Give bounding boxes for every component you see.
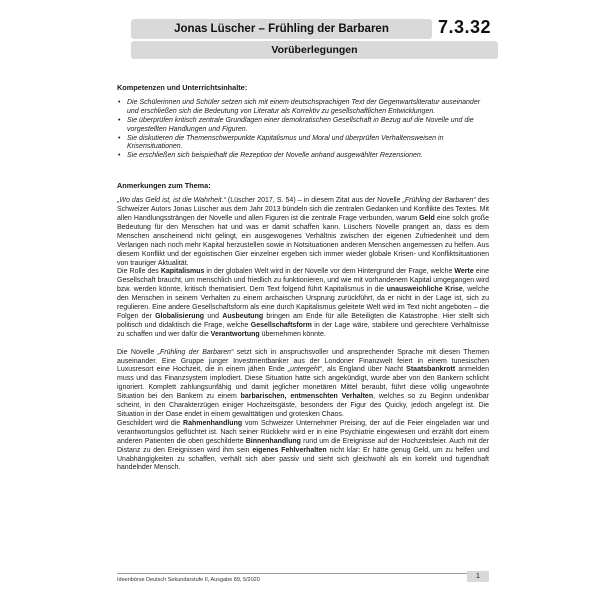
keyword: Gesellschaftsform [250, 321, 312, 329]
quote: „Wo das Geld ist, ist die Wahrheit.“ [117, 197, 226, 205]
keyword: Ausbeutung [222, 312, 264, 320]
text: setzt sich in anspruchsvoller und ansprechender Sprache mit diesen Themen auseinander. Eine Gruppe junger Investmentbanker aus der Londoner Finanzwelt feiert in einem tunesischen Luxusresort eine Hochzeit, die in einem jähen Ende [117, 348, 489, 374]
text: bringen am Ende für alle Beteiligten die Katastrophe. Hier stellt sich politisch und didaktisch die Frage, welche [117, 312, 489, 329]
emphasis: „untergeht“ [287, 366, 323, 374]
keyword: eigenes Fehlverhalten [252, 446, 327, 454]
competence-item: • Sie überprüfen kritisch zentrale Grundlagen einer demokratischen Gesellschaft in Bezug auf die Novelle und die vorgestellten Handlungen und Figuren. [127, 117, 489, 135]
text: , welches so zu Beginn undenkbar scheint, in den Charakterzügen einiger Hochzeitsgäste, besonders der Figur des Quicky, jedoch angelegt ist. Die Situation in der Oase endet in einem gewalttätigen und grotesken Chaos. [117, 393, 490, 418]
page-footer [117, 573, 489, 586]
text: eine solch große Bedeutung für den Menschen hat und was er damit schaffen kann. Lüschers Novelle prangert an, dass es dem Menschen anscheinend nicht gelingt, ein ausgewogenes Verhältnis zwischen der eigenen Zufriedenheit und dem Verlangen nach noch mehr Kapital herzustellen sowie in Notsituationen anderen Menschen angemessen zu helfen. Aus diesem Konflikt und der egoistischen Gier einzelner ergeben sich immer wieder globale Krisen- und Konfliktsituationen von trauriger Aktualität. [117, 214, 489, 267]
text: Geschildert wird die [117, 419, 184, 427]
section-title: Vorüberlegungen [131, 41, 498, 59]
text: Die Novelle [117, 348, 158, 356]
page-number: 1 [467, 571, 489, 582]
text: anmelden muss und das Finanzsystem implodiert. Diese Situation hatte sich angekündigt, wurde aber von den Bankern schlicht ignoriert. Komplett zahlungsunfähig und damit jeglicher monetären Mittel beraubt, führt diese völlig ungewohnte Situation bei den Bankern zu einem [117, 366, 489, 401]
remarks-heading: Anmerkungen zum Thema: [117, 181, 211, 191]
keyword: Geld [419, 214, 435, 222]
competence-item: • Die Schülerinnen und Schüler setzen sich mit einem deutschsprachigen Text der Gegenwartsliteratur auseinander und erschließen sich die Bedeutung von Literatur als Korrektiv zu gesellschaftlichen Entwicklungen. [127, 99, 489, 117]
text: rund um die Ereignisse auf der Hochzeitsfeier. Auch mit der Distanz zu den Ereignissen wird ihm sein [117, 437, 489, 454]
text: nicht klar: Er hätte genug Geld, um zu helfen und Unabhängigkeiten zu schaffen, verhält sich aber passiv und sieht sich gleichwohl als ein korrekt und tugendhaft handelnder Mensch. [117, 446, 490, 472]
keyword: Globalisierung [155, 312, 205, 320]
text: des Schweizer Autors Jonas Lüscher aus dem Jahr 2013 bündeln sich die zentralen Gedanken und Konflikte des Textes. Mit allen Handlungssträngen der Novelle und allen Figuren ist die zentrale Frage verbunden, warum [117, 197, 489, 222]
competences-list [117, 99, 489, 161]
keyword: unausweichliche Krise [386, 286, 463, 294]
keyword: Werte [454, 268, 474, 276]
competence-item: • Sie diskutieren die Themenschwerpunkte Kapitalismus und Moral und überprüfen Verhaltensweisen in Krisensituationen. [127, 135, 489, 153]
text: vom Schweizer Unternehmer Preising, der auf die Feier eingeladen war und verantwortungslos geflüchtet ist. Nach seiner Rückkehr wird er in eine Psychiatrie eingewiesen und erzählt dort einem anderen Patienten die oben geschilderte [117, 419, 489, 445]
document-code: 7.3.32 [438, 17, 492, 37]
title-reference: „Frühling der Barbaren“ [402, 197, 476, 205]
text: , als England über Nacht [322, 366, 407, 374]
keyword: Kapitalismus [160, 268, 205, 276]
keyword: Staatsbankrott [406, 366, 456, 374]
text: , welche den Menschen in seinem Verhalten zu einem archaischen Ursprung zurückführt, da er nicht in der Lage ist, sich zu regulieren. Eine andere Gesellschaftsform als eine durch Kapitalismus geleitete Welt wird im Text nicht angeboten – die Folgen der [117, 286, 489, 320]
footer-text: Ideenbörse Deutsch Sekundarstufe II, Ausgabe 89, 5/2020 [117, 577, 260, 583]
text: übernehmen könnte. [259, 330, 326, 338]
paragraph-1 [117, 197, 489, 268]
paragraph-4 [117, 420, 489, 473]
text: eine Gesellschaft braucht, um menschlich und friedlich zu funktionieren, und wie mit vorhandenem Kapital umgegangen wird bzw. werden könnte, kritisch thematisiert. Dem Text folgend führt Kapitalismus in die [117, 268, 489, 294]
keyword: Binnenhandlung [245, 437, 301, 445]
document-title: Jonas Lüscher – Frühling der Barbaren [131, 19, 432, 39]
competences-heading: Kompetenzen und Unterrichtsinhalte: [117, 83, 248, 92]
paragraph-3 [117, 349, 489, 420]
keyword: Rahmenhandlung [183, 419, 243, 427]
text: und [204, 312, 223, 320]
text: in der globalen Welt wird in der Novelle vor dem Hintergrund der Frage, welche [204, 268, 455, 276]
title-reference: „Frühling der Barbaren“ [157, 348, 234, 356]
paragraph-2 [117, 268, 489, 339]
text: Die Rolle des [117, 268, 161, 276]
competence-item: • Sie erschließen sich beispielhaft die Rezeption der Novelle anhand ausgewählter Rezensionen. [127, 152, 489, 161]
keyword: barbarischen, entmenschten Verhalten [240, 393, 374, 401]
keyword: Verantwortung [210, 330, 260, 338]
text: in der Lage wäre, stabilere und gerechtere Verhältnisse zu schaffen und wer dafür die [117, 321, 489, 338]
document-body [117, 84, 489, 473]
text: (Lüscher 2017, S. 54) – in diesem Zitat aus der Novelle [225, 197, 403, 205]
